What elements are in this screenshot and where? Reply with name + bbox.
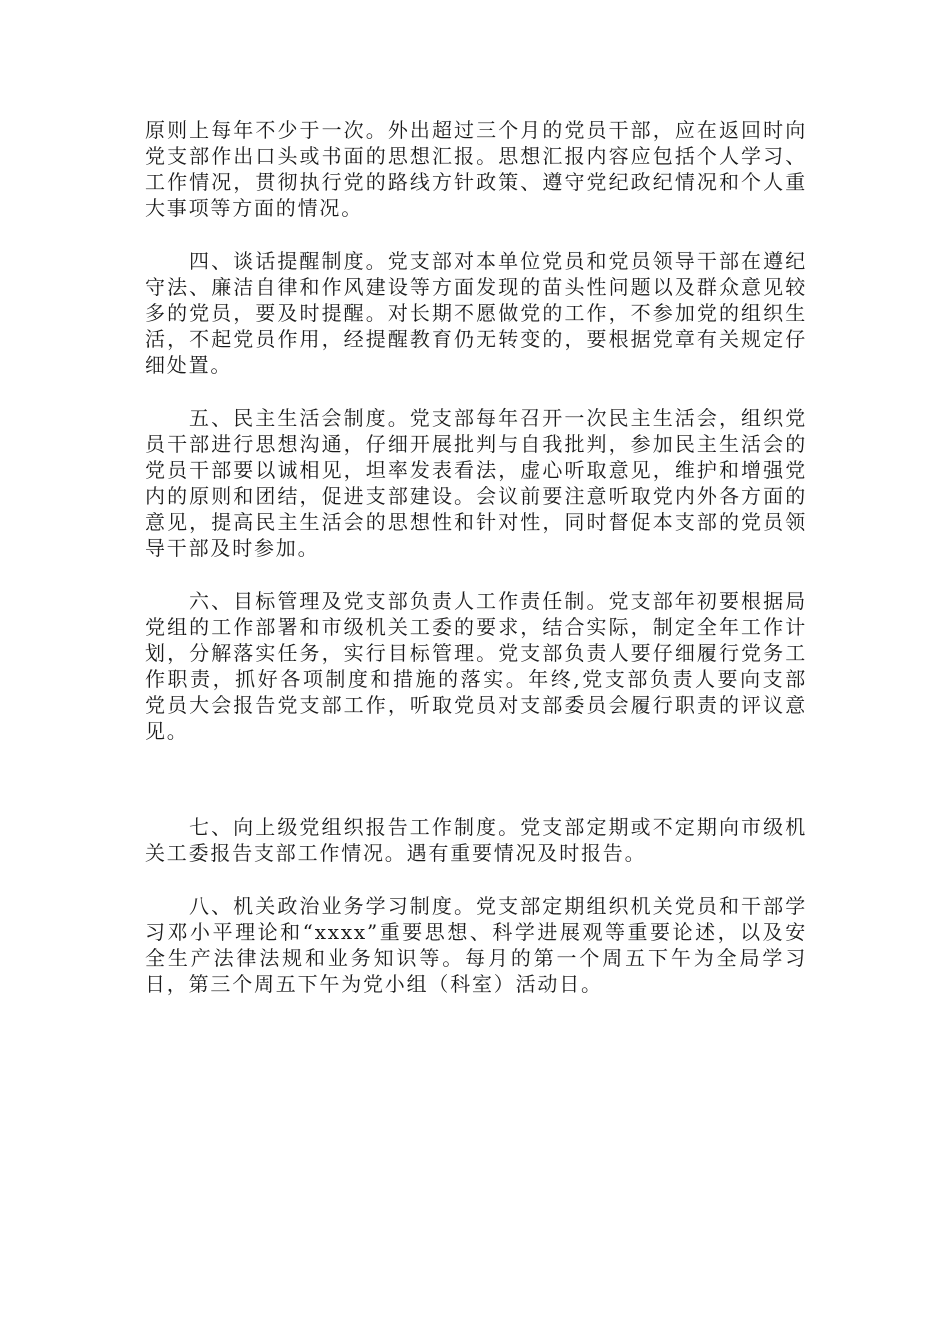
paragraph-section-8: 八、机关政治业务学习制度。党支部定期组织机关党员和干部学习邓小平理论和“xxxx”重要思想、科学进展观等重要论述，以及安全生产法律法规和业务知识等。每月的第一个周五下午为全局学习日，第三个周五下午为党小组（科室）活动日。 [145,894,807,996]
paragraph-section-6: 六、目标管理及党支部负责人工作责任制。党支部年初要根据局党组的工作部署和市级机关工委的要求，结合实际，制定全年工作计划，分解落实任务，实行目标管理。党支部负责人要仔细履行党务工作职责，抓好各项制度和措施的落实。年终,党支部负责人要向支部党员大会报告党支部工作，听取党员对支部委员会履行职责的评议意见。 [145,589,807,743]
paragraph-gap-large [145,744,807,814]
paragraph-gap [145,378,807,405]
paragraph-gap [145,561,807,588]
paragraph-gap [145,866,807,893]
paragraph-gap [145,221,807,248]
paragraph-section-7: 七、向上级党组织报告工作制度。党支部定期或不定期向市级机关工委报告支部工作情况。遇有重要情况及时报告。 [145,815,807,865]
paragraph-continuation: 原则上每年不少于一次。外出超过三个月的党员干部，应在返回时向党支部作出口头或书面的思想汇报。思想汇报内容应包括个人学习、工作情况，贯彻执行党的路线方针政策、遵守党纪政纪情况和个人重大事项等方面的情况。 [145,118,807,220]
paragraph-section-4: 四、谈话提醒制度。党支部对本单位党员和党员领导干部在遵纪守法、廉洁自律和作风建设等方面发现的苗头性问题以及群众意见较多的党员，要及时提醒。对长期不愿做党的工作，不参加党的组织生活，不起党员作用，经提醒教育仍无转变的，要根据党章有关规定仔细处置。 [145,249,807,377]
paragraph-section-5: 五、民主生活会制度。党支部每年召开一次民主生活会，组织党员干部进行思想沟通，仔细开展批判与自我批判，参加民主生活会的党员干部要以诚相见，坦率发表看法，虚心听取意见，维护和增强党内的原则和团结，促进支部建设。会议前要注意听取党内外各方面的意见，提高民主生活会的思想性和针对性，同时督促本支部的党员领导干部及时参加。 [145,406,807,560]
